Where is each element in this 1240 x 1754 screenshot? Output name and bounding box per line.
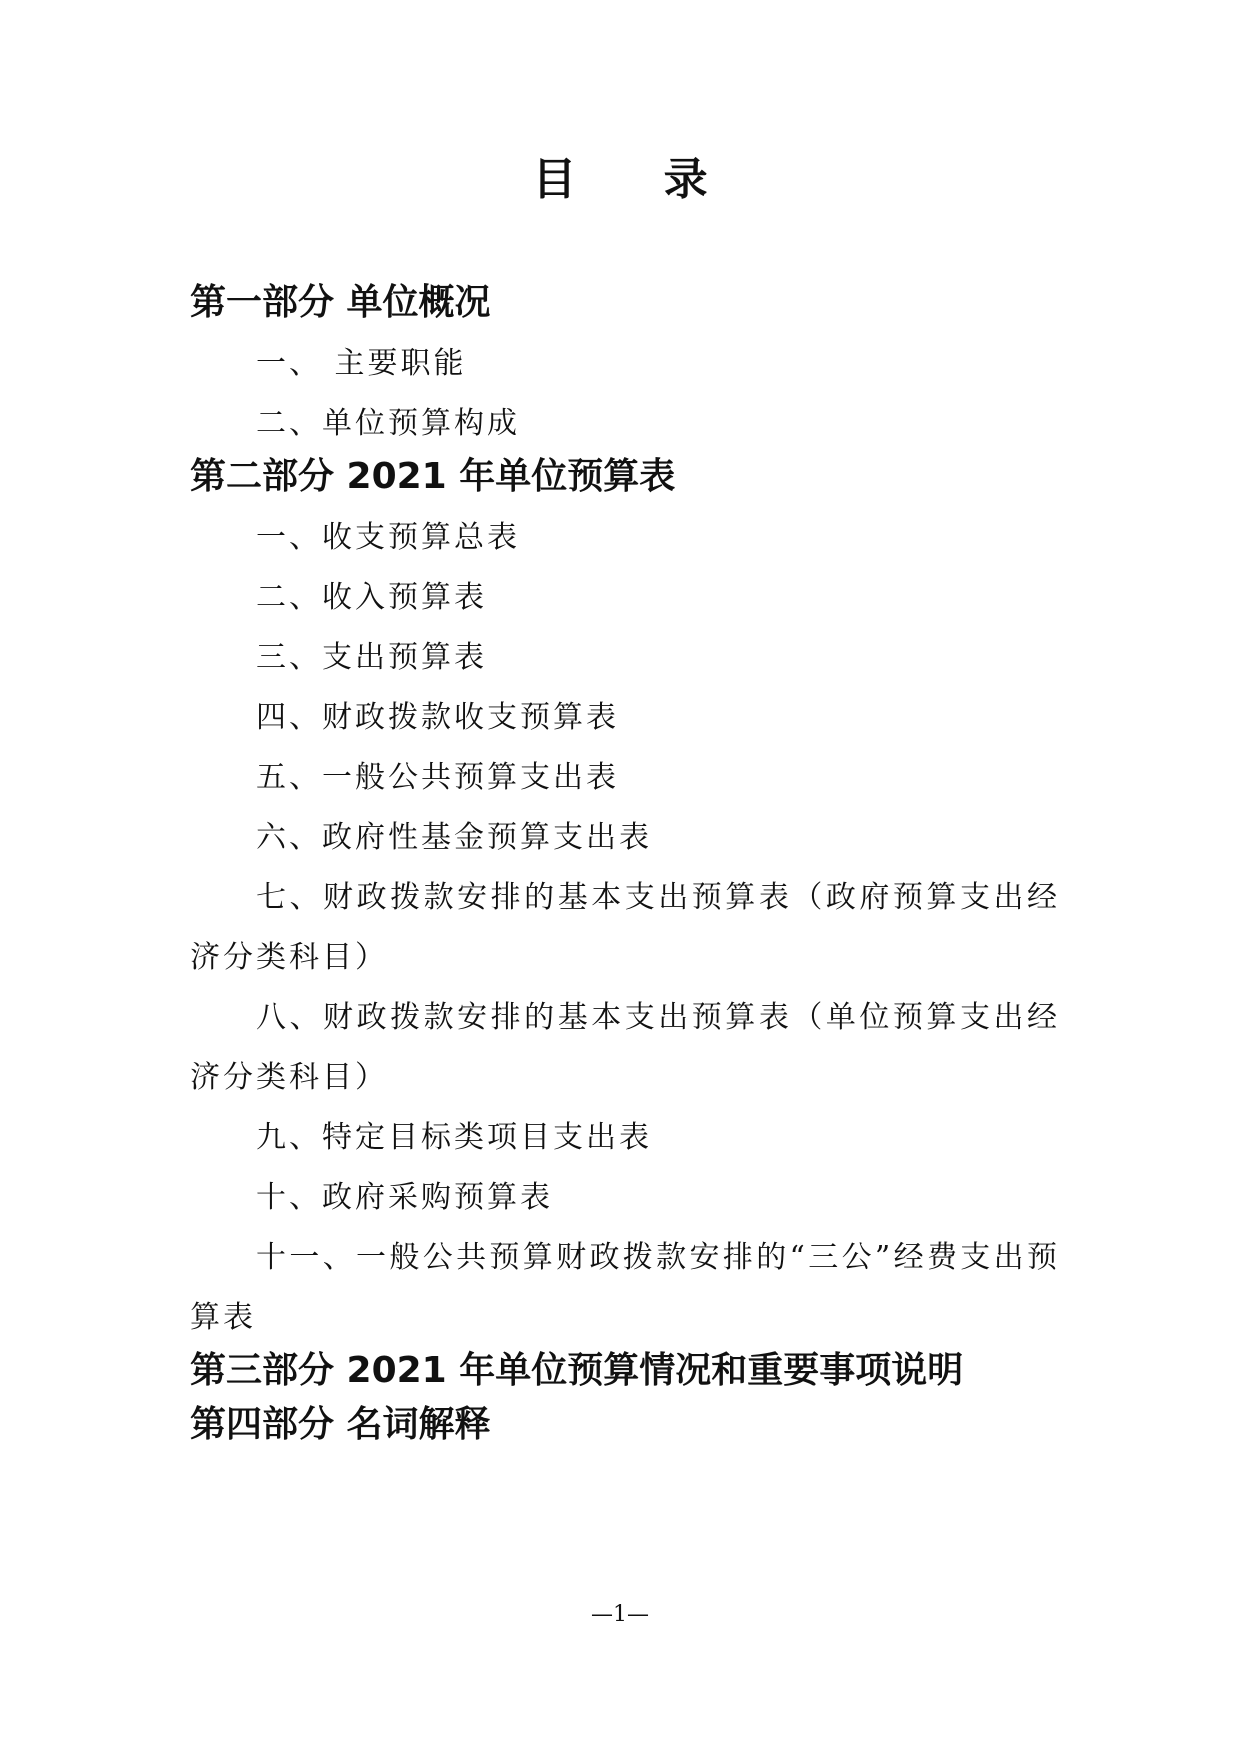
toc-part-1[interactable]: 第一部分 单位概况 — [190, 282, 491, 323]
page-number: —1— — [591, 1602, 649, 1627]
toc-item[interactable]: 十、政府采购预算表 — [256, 1180, 553, 1215]
toc-item[interactable]: 七、财政拨款安排的基本支出预算表（政府预算支出经济分类科目） — [190, 880, 1060, 975]
toc-item[interactable]: 二、单位预算构成 — [256, 406, 520, 441]
toc-item[interactable]: 六、政府性基金预算支出表 — [256, 820, 652, 855]
toc-part-3[interactable]: 第三部分 2021 年单位预算情况和重要事项说明 — [190, 1350, 964, 1391]
toc-item[interactable]: 十一、一般公共预算财政拨款安排的“三公”经费支出预算表 — [190, 1240, 1060, 1335]
toc-item[interactable]: 三、支出预算表 — [256, 640, 487, 675]
toc-item[interactable]: 一、 主要职能 — [256, 346, 467, 381]
toc-item[interactable]: 一、收支预算总表 — [256, 520, 520, 555]
toc-item[interactable]: 四、财政拨款收支预算表 — [256, 700, 619, 735]
toc-part-2[interactable]: 第二部分 2021 年单位预算表 — [190, 456, 676, 497]
toc-part-4[interactable]: 第四部分 名词解释 — [190, 1404, 491, 1445]
toc-item[interactable]: 五、一般公共预算支出表 — [256, 760, 619, 795]
page-title: 目 录 — [532, 154, 744, 205]
toc-item[interactable]: 八、财政拨款安排的基本支出预算表（单位预算支出经济分类科目） — [190, 1000, 1060, 1095]
toc-item[interactable]: 九、特定目标类项目支出表 — [256, 1120, 652, 1155]
table-of-contents — [190, 280, 1060, 1448]
toc-item[interactable]: 二、收入预算表 — [256, 580, 487, 615]
